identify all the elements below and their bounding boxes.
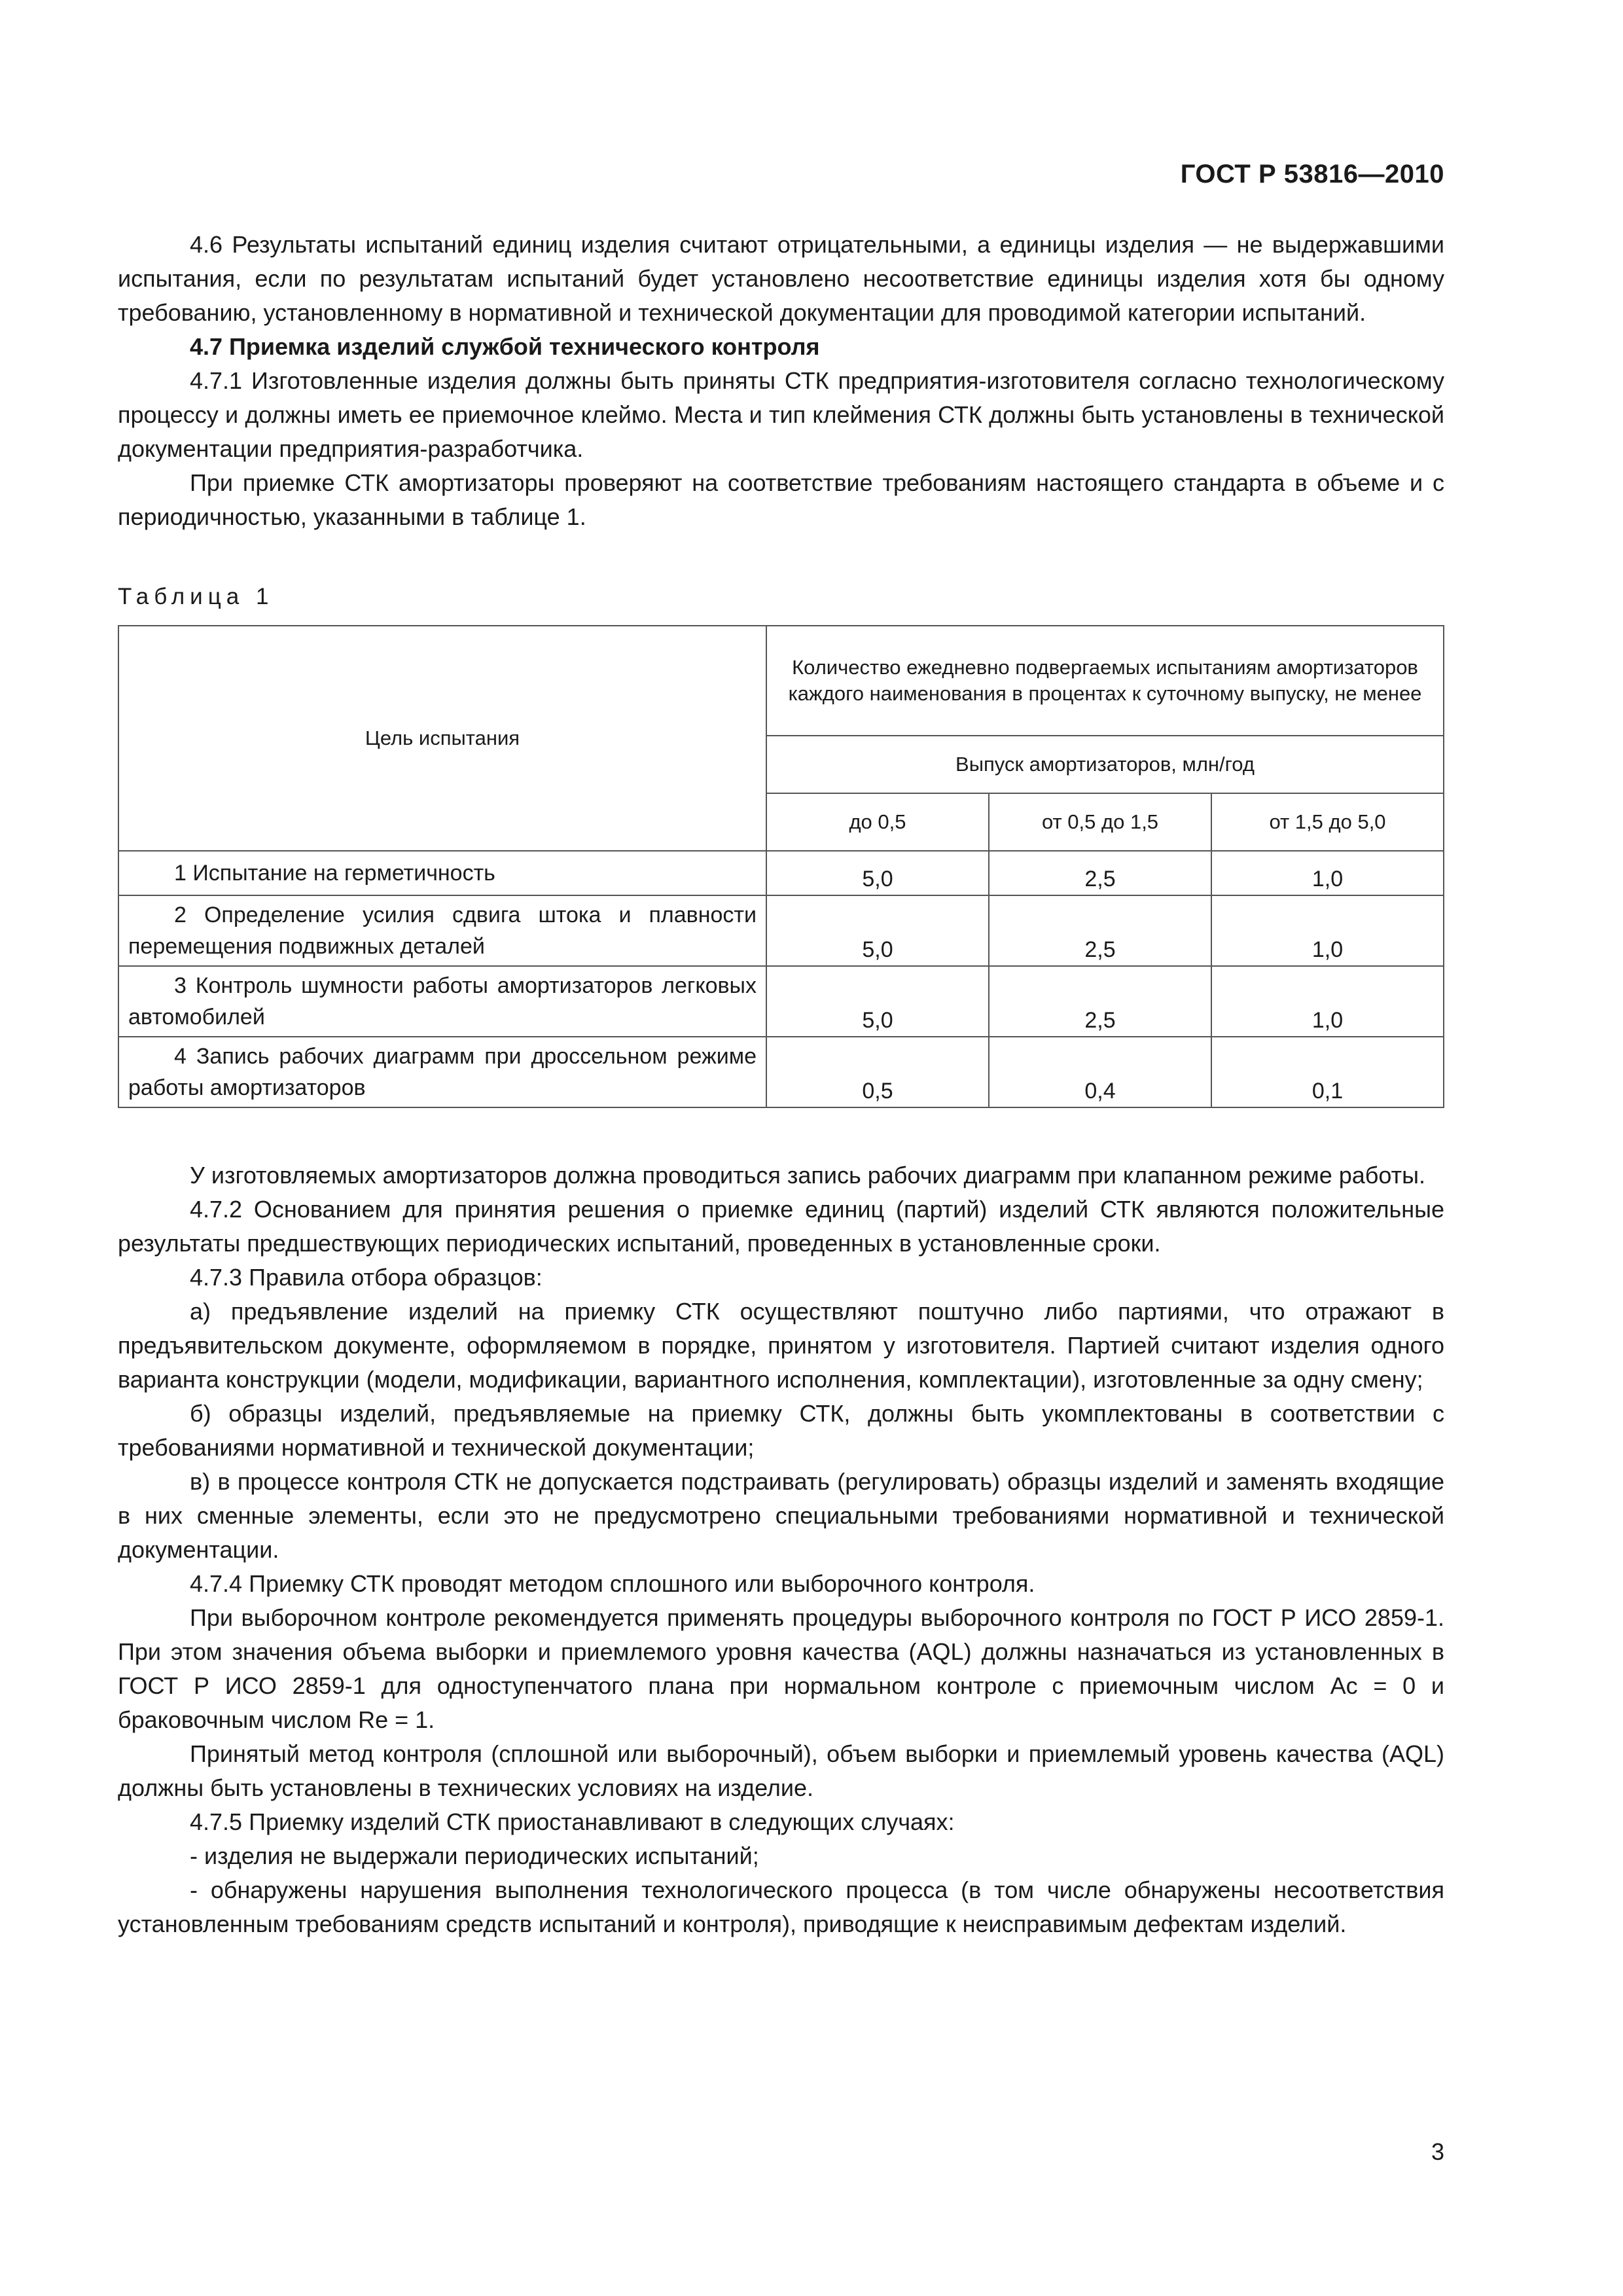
row-value: 5,0 [766, 966, 989, 1037]
header-quantity: Количество ежедневно подвергаемых испытаниям амортизаторов каждого наименования в процентах к суточному выпуску, не менее [766, 626, 1444, 736]
paragraph-method: Принятый метод контроля (сплошной или выборочный), объем выборки и приемлемый уровень качества (AQL) должны быть установлены в технических условиях на изделие. [118, 1740, 1444, 1801]
paragraph-4-6: 4.6 Результаты испытаний единиц изделия считают отрицательными, а единицы изделия — не выдержавшими испытания, если по результатам испытаний будет установлено несоответствие единицы изделия хотя бы одному требованию, установленному в нормативной и технической документации для проводимой категории испытаний. [118, 231, 1444, 326]
row-value: 5,0 [766, 851, 989, 895]
row-value: 1,0 [1211, 895, 1444, 966]
header-range-1: до 0,5 [766, 793, 989, 851]
header-range-2: от 0,5 до 1,5 [989, 793, 1211, 851]
paragraph-item-a: а) предъявление изделий на приемку СТК осуществляют поштучно либо партиями, что отражают в предъявительском документе, оформляемом в порядке, принятом у изготовителя. Партией считают изделия одного варианта конструкции (модели, модификации, вариантного исполнения, комплектации), изготовленные за одну смену; [118, 1298, 1444, 1393]
list-item-periodic: - изделия не выдержали периодических испытаний; [190, 1842, 759, 1869]
header-test-purpose: Цель испытания [118, 626, 766, 851]
table-row [118, 966, 1444, 1037]
row-value: 1,0 [1211, 966, 1444, 1037]
paragraph-4-7-4: 4.7.4 Приемку СТК проводят методом сплошного или выборочного контроля. [190, 1570, 1035, 1597]
paragraph-valve-mode: У изготовляемых амортизаторов должна проводиться запись рабочих диаграмм при клапанном режиме работы. [190, 1162, 1425, 1189]
row-value: 5,0 [766, 895, 989, 966]
row-value: 2,5 [989, 851, 1211, 895]
paragraph-item-v: в) в процессе контроля СТК не допускается подстраивать (регулировать) образцы изделий и заменять входящие в них сменные элементы, если это не предусмотрено специальными требованиями нормативной и технической документации. [118, 1468, 1444, 1563]
row-label: 2 Определение усилия сдвига штока и плавности перемещения подвижных деталей [118, 895, 766, 966]
paragraph-item-b: б) образцы изделий, предъявляемые на приемку СТК, должны быть укомплектованы в соответствии с требованиями нормативной и технической документации; [118, 1400, 1444, 1461]
header-output: Выпуск амортизаторов, млн/год [766, 736, 1444, 793]
paragraph-4-7-2: 4.7.2 Основанием для принятия решения о приемке единиц (партий) изделий СТК являются положительные результаты предшествующих периодических испытаний, проведенных в установленные сроки. [118, 1196, 1444, 1257]
paragraph-sampling: При выборочном контроле рекомендуется применять процедуры выборочного контроля по ГОСТ Р ИСО 2859-1. При этом значения объема выборки и приемлемого уровня качества (AQL) должны назначаться из установленных в ГОСТ Р ИСО 2859-1 для одноступенчатого плана при нормальном контроле с приемочным числом Ас = 0 и браковочным числом Re = 1. [118, 1604, 1444, 1733]
row-label: 4 Запись рабочих диаграмм при дроссельном режиме работы амортизаторов [118, 1037, 766, 1107]
paragraph-4-7-3: 4.7.3 Правила отбора образцов: [190, 1264, 543, 1291]
paragraph-4-7-5: 4.7.5 Приемку изделий СТК приостанавливают в следующих случаях: [190, 1808, 955, 1835]
top-text-block [118, 228, 1444, 534]
page-number: 3 [1431, 2138, 1444, 2165]
section-heading-4-7: 4.7 Приемка изделий службой технического контроля [190, 333, 820, 360]
row-value: 2,5 [989, 966, 1211, 1037]
bottom-text-block [118, 1158, 1444, 1941]
table-row [118, 895, 1444, 966]
paragraph-acceptance-scope: При приемке СТК амортизаторы проверяют на соответствие требованиям настоящего стандарта в объеме и с периодичностью, указанными в таблице 1. [118, 469, 1444, 530]
list-item-process: - обнаружены нарушения выполнения технологического процесса (в том числе обнаружены несоответствия установленным требованиям средств испытаний и контроля), приводящие к неисправимым дефектам изделий. [118, 1876, 1444, 1937]
row-label: 1 Испытание на герметичность [118, 851, 766, 895]
table-1 [118, 625, 1444, 1108]
table-row [118, 1037, 1444, 1107]
row-value: 0,1 [1211, 1037, 1444, 1107]
row-value: 0,5 [766, 1037, 989, 1107]
row-label: 3 Контроль шумности работы амортизаторов легковых автомобилей [118, 966, 766, 1037]
table-row [118, 851, 1444, 895]
header-range-3: от 1,5 до 5,0 [1211, 793, 1444, 851]
standard-designation: ГОСТ Р 53816—2010 [1180, 160, 1444, 188]
row-value: 0,4 [989, 1037, 1211, 1107]
row-value: 2,5 [989, 895, 1211, 966]
row-value: 1,0 [1211, 851, 1444, 895]
paragraph-4-7-1: 4.7.1 Изготовленные изделия должны быть приняты СТК предприятия-изготовителя согласно технологическому процессу и должны иметь ее приемочное клеймо. Места и тип клеймения СТК должны быть установлены в технической документации предприятия-разработчика. [118, 367, 1444, 462]
table-caption: Таблица 1 [118, 584, 274, 609]
